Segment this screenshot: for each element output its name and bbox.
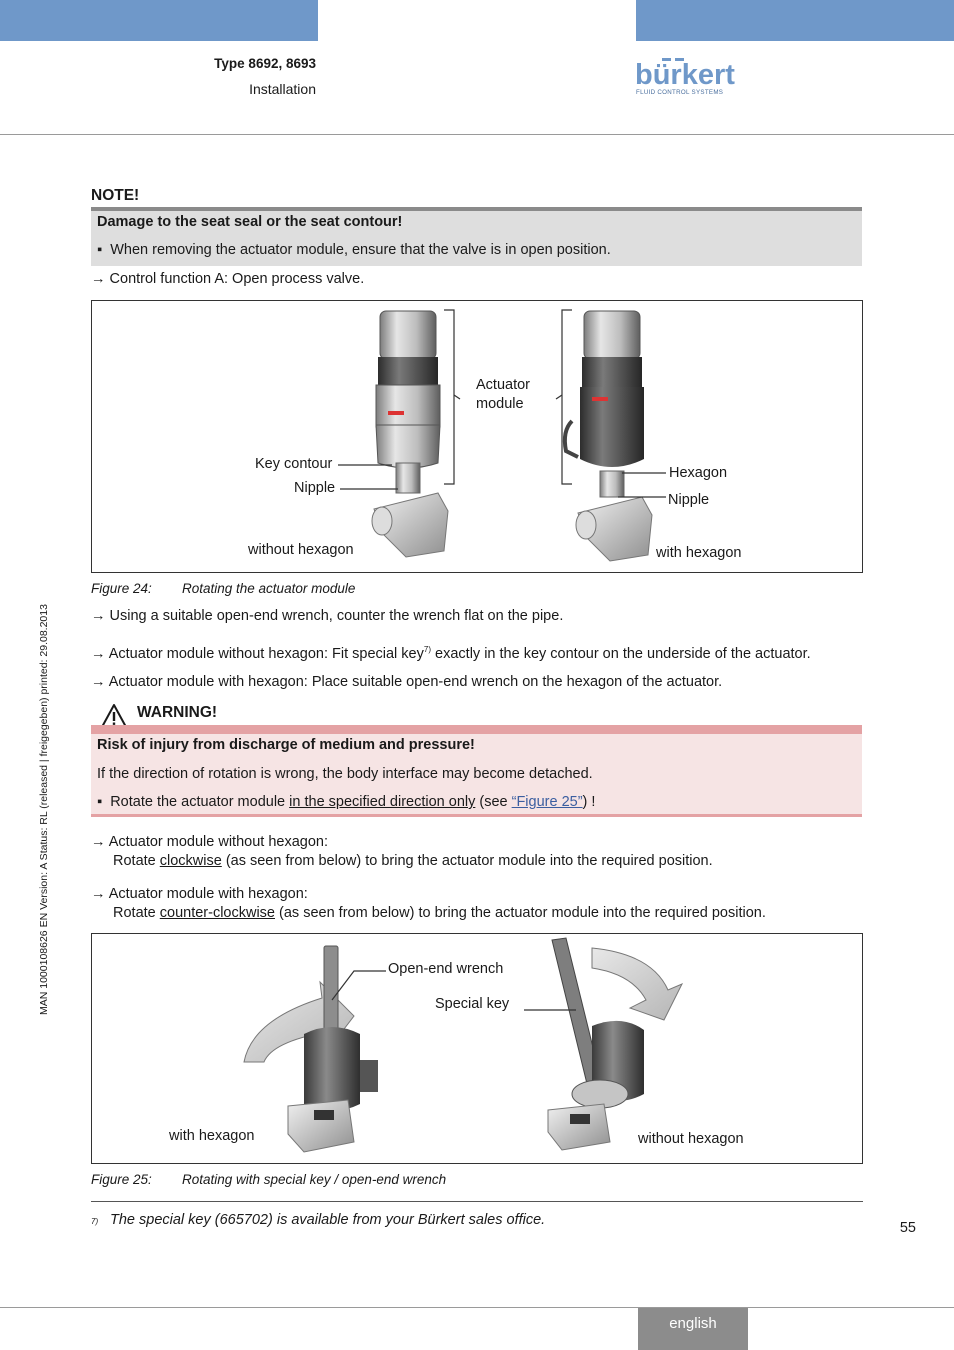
label-hexagon: Hexagon <box>669 465 728 481</box>
actuator-bracket-right <box>562 310 572 484</box>
logo-tagline: FLUID CONTROL SYSTEMS <box>636 89 724 96</box>
document-type-title: Type 8692, 8693 <box>214 56 316 71</box>
note-bullet-item <box>97 241 611 260</box>
actuator-with-hexagon-wrench <box>288 946 378 1152</box>
label-key-contour: Key contour <box>255 456 333 472</box>
page-number: 55 <box>899 1220 916 1236</box>
label-nipple-right: Nipple <box>668 492 710 508</box>
figure-25-link[interactable]: “Figure 25” <box>511 794 583 810</box>
step-fit-special-key <box>91 640 811 664</box>
step-counter-wrench <box>91 607 563 626</box>
rotate-text: (as seen from below) to bring the actuator module into the required position. <box>275 905 766 921</box>
warning-bullet-item <box>97 793 595 812</box>
footnote-text: The special key (665702) is available from your Bürkert sales office. <box>110 1212 546 1228</box>
warning-bullet-text: ) ! <box>582 794 596 810</box>
arrow-right-icon: → <box>91 886 109 902</box>
step-text-continued: exactly in the key contour on the underside of the actuator. <box>431 645 811 662</box>
footnote-marker: 7) <box>91 1217 99 1226</box>
figure-25-caption-text: Rotating with special key / open-end wrench <box>182 1172 447 1187</box>
figure-24-frame <box>91 300 863 573</box>
rotate-without-hexagon <box>91 833 713 871</box>
label-without-hexagon: without hexagon <box>638 1131 744 1147</box>
label-without-hexagon: without hexagon <box>248 542 354 558</box>
rotate-text: Rotate <box>113 853 160 869</box>
arrow-right-icon: → <box>91 674 109 690</box>
section-title: Installation <box>249 81 316 97</box>
rotate-title: Actuator module without hexagon: <box>108 834 328 850</box>
direction-emphasis: in the specified direction only <box>289 794 476 810</box>
step-text: Actuator module with hexagon: Place suitable open-end wrench on the hexagon of the actuator. <box>108 674 723 690</box>
header-divider <box>0 134 954 135</box>
step-place-wrench <box>91 673 722 692</box>
warning-heading: WARNING! <box>137 704 218 721</box>
warning-bullet-text: Rotate the actuator module <box>110 794 290 810</box>
figure-25-frame <box>91 933 863 1164</box>
step-text: Actuator module without hexagon: Fit special key <box>108 645 424 662</box>
clockwise-emphasis: clockwise <box>159 853 222 869</box>
figure-24-caption-text: Rotating the actuator module <box>182 581 356 596</box>
rotation-arrow-clockwise <box>592 948 682 1020</box>
footnote-divider <box>91 1201 863 1202</box>
footnote-ref[interactable]: 7) <box>423 645 432 654</box>
language-tab: english <box>638 1308 748 1350</box>
label-nipple-left: Nipple <box>294 480 336 496</box>
step-text: Using a suitable open-end wrench, counter the wrench flat on the pipe. <box>109 608 564 624</box>
valve-with-hexagon <box>565 311 652 561</box>
arrow-right-icon: → <box>91 645 109 662</box>
valve-without-hexagon <box>372 311 448 557</box>
rotate-with-hexagon <box>91 885 766 923</box>
warning-title: Risk of injury from discharge of medium and pressure! <box>97 737 475 753</box>
arrow-right-icon: → <box>91 834 109 850</box>
warning-bullet-text: (see <box>475 794 512 810</box>
rotate-text: (as seen from below) to bring the actuator module into the required position. <box>221 853 713 869</box>
arrow-right-icon: → <box>91 271 110 287</box>
label-special-key: Special key <box>435 996 510 1012</box>
figure-25-caption-number: Figure 25: <box>91 1172 152 1187</box>
note-heading: NOTE! <box>91 187 140 204</box>
step-text: Control function A: Open process valve. <box>109 271 365 287</box>
logo-wordmark: bürkert <box>635 59 735 91</box>
footer-divider <box>0 1307 954 1308</box>
bullet-marker: ▪ <box>97 242 111 258</box>
label-actuator-module-line2: module <box>476 396 524 412</box>
counter-clockwise-emphasis: counter-clockwise <box>159 905 275 921</box>
note-title: Damage to the seat seal or the seat contour! <box>97 214 403 230</box>
document-meta-sidebar: MAN 1000108626 EN Version: A Status: RL (released | freigegeben) printed: 29.08.2013 <box>38 604 50 1015</box>
step-control-function <box>91 270 364 289</box>
rotate-text: Rotate <box>113 905 160 921</box>
note-bullet-text: When removing the actuator module, ensure that the valve is in open position. <box>110 242 611 258</box>
figure-24-illustration <box>92 301 862 572</box>
arrow-right-icon: → <box>91 608 110 624</box>
bullet-marker: ▪ <box>97 794 111 810</box>
label-open-end-wrench: Open-end wrench <box>388 961 504 977</box>
label-with-hexagon: with hexagon <box>656 545 742 561</box>
figure-24-caption-number: Figure 24: <box>91 581 152 596</box>
rotate-title: Actuator module with hexagon: <box>108 886 308 902</box>
warning-text: If the direction of rotation is wrong, the body interface may become detached. <box>97 766 593 782</box>
actuator-bracket-left <box>444 310 454 484</box>
header-bar-right <box>636 0 954 41</box>
header-bar-left <box>0 0 318 41</box>
label-with-hexagon: with hexagon <box>169 1128 255 1144</box>
label-actuator-module-line1: Actuator <box>476 377 530 393</box>
burkert-logo <box>635 58 735 103</box>
